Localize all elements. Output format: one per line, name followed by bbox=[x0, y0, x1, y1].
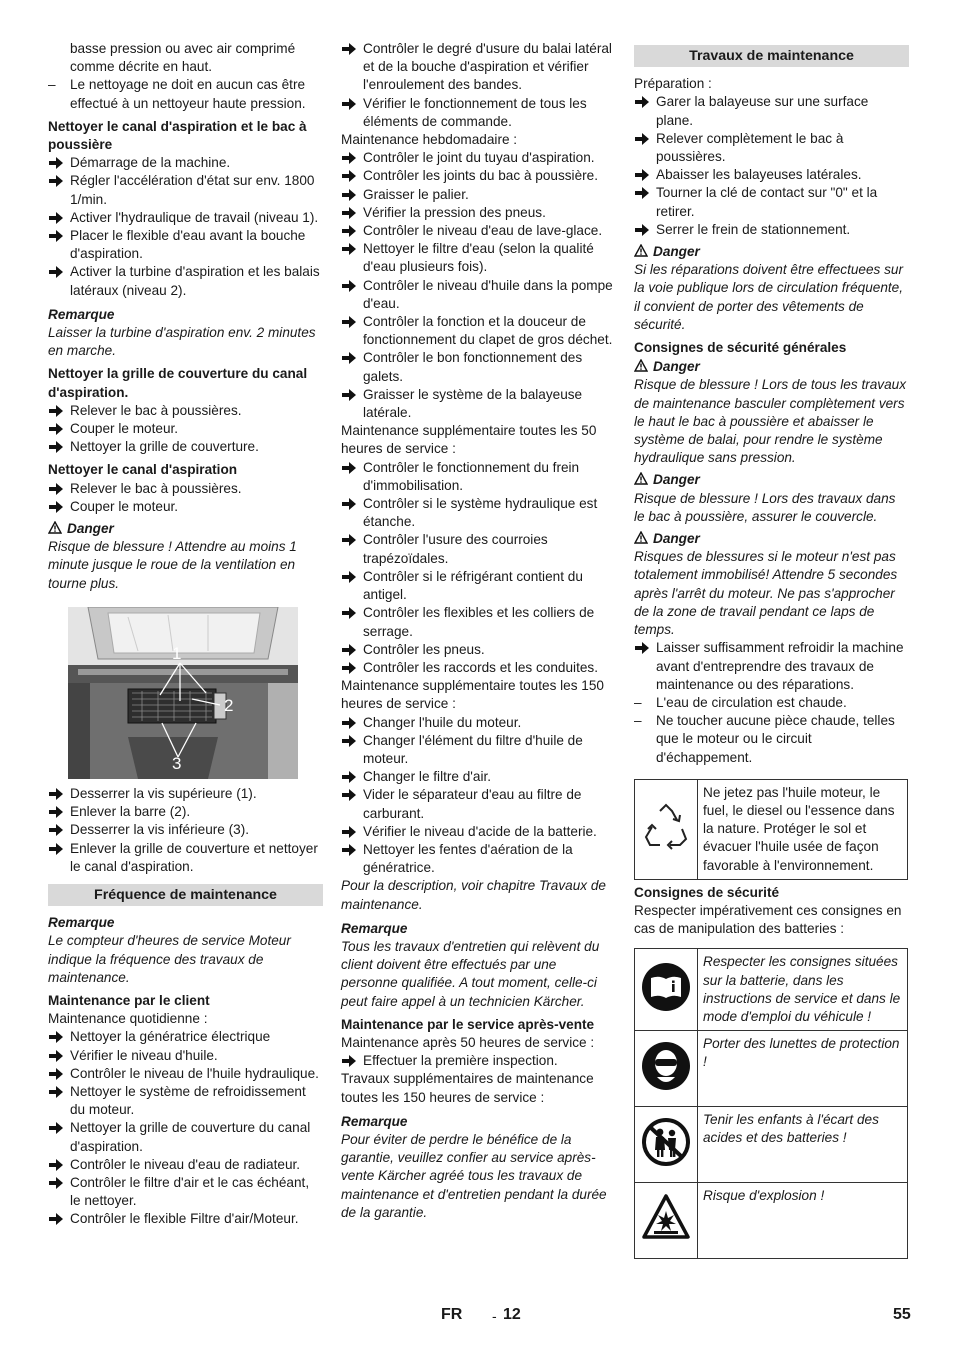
heading-safety: Consignes de sécurité bbox=[634, 884, 780, 900]
heading-sav: Maintenance par le service après-vente bbox=[341, 1016, 595, 1032]
arrow-icon bbox=[341, 570, 357, 584]
arrow-icon bbox=[48, 1049, 64, 1063]
arrow-icon bbox=[341, 224, 357, 238]
arrow-icon bbox=[634, 223, 650, 237]
step-item: Contrôler le niveau d'eau de radiateur. bbox=[48, 1156, 323, 1174]
machine-photo bbox=[68, 607, 298, 779]
battery-text: Porter des lunettes de protection ! bbox=[698, 1031, 908, 1107]
remark-text: Tous les travaux d'entretien qui relèvent du client doivent être effectués par une personne qualifiée. A tout moment, celle-ci peut faire appel à un technicien Kärcher. bbox=[341, 938, 600, 1009]
step-item: Contrôler la fonction et la douceur de fonctionnement du clapet de gros déchet. bbox=[341, 313, 616, 349]
arrow-icon bbox=[48, 842, 64, 856]
step-item: Contrôler les flexibles et les colliers de serrage. bbox=[341, 604, 616, 640]
step-item: Graisser le palier. bbox=[341, 186, 616, 204]
step-item: Vérifier le niveau d'huile. bbox=[48, 1047, 323, 1065]
arrow-icon bbox=[634, 132, 650, 146]
steps-daily-cont bbox=[341, 40, 616, 131]
no-children-icon bbox=[641, 1117, 691, 1167]
label-works-150h: Travaux supplémentaires de maintenance toutes les 150 heures de service : bbox=[341, 1071, 594, 1105]
steps-daily bbox=[48, 1028, 323, 1228]
arrow-icon bbox=[341, 461, 357, 475]
arrow-icon bbox=[48, 1121, 64, 1135]
battery-text: Risque d'explosion ! bbox=[698, 1183, 908, 1259]
step-item: Contrôler l'usure des courroies trapézoïdales. bbox=[341, 531, 616, 567]
arrow-icon bbox=[48, 482, 64, 496]
label-after-50h: Maintenance après 50 heures de service : bbox=[341, 1034, 595, 1050]
battery-icon-cell bbox=[635, 1107, 698, 1183]
step-item: Vérifier la pression des pneus. bbox=[341, 204, 616, 222]
battery-icon-cell bbox=[635, 1183, 698, 1259]
arrow-icon bbox=[341, 42, 357, 56]
arrow-icon bbox=[48, 440, 64, 454]
step-item: Garer la balayeuse sur une surface plane. bbox=[634, 93, 909, 129]
arrow-icon bbox=[341, 97, 357, 111]
danger-text: Si les réparations doivent être effectuees sur la voie publique lors de circulation fréquente, il convient de porter des vêtements de sécurité. bbox=[634, 262, 904, 332]
step-item: Placer le flexible d'eau avant la bouche d'aspiration. bbox=[48, 227, 323, 263]
step-item: Nettoyer la grille de couverture du canal d'aspiration. bbox=[48, 1119, 323, 1155]
step-item: Contrôler le joint du tuyau d'aspiration. bbox=[341, 149, 616, 167]
battery-text: Tenir les enfants à l'écart des acides et des batteries ! bbox=[698, 1107, 908, 1183]
danger-text: Risque de blessure ! Lors de tous les travaux de maintenance basculer complètement vers le haut le bac à poussière et abaisser le système de balai, pour rendre le système hydraulique sans pression. bbox=[634, 377, 907, 466]
arrow-icon bbox=[48, 1212, 64, 1226]
step-item: Serrer le frein de stationnement. bbox=[634, 221, 909, 239]
danger-text: Risque de blessure ! Lors des travaux dans le bac à poussière, assurer le couvercle. bbox=[634, 490, 896, 524]
environment-table bbox=[634, 779, 908, 880]
arrow-icon bbox=[48, 1176, 64, 1190]
footer-page-local: 12 bbox=[503, 1306, 521, 1323]
step-item: Démarrage de la machine. bbox=[48, 154, 323, 172]
footer-separator: - bbox=[492, 1308, 497, 1324]
step-item: Contrôler le degré d'usure du balai latéral et de la bouche d'aspiration et vérifier l'enroulement des bandes. bbox=[341, 40, 616, 95]
footer-page-number: 55 bbox=[893, 1306, 911, 1323]
callout-1: 1 bbox=[172, 643, 182, 663]
step-item: Couper le moteur. bbox=[48, 420, 323, 438]
arrow-icon bbox=[341, 1054, 357, 1068]
step-item: Couper le moteur. bbox=[48, 498, 323, 516]
arrow-icon bbox=[48, 1158, 64, 1172]
step-item: Abaisser les balayeuses latérales. bbox=[634, 166, 909, 184]
arrow-icon bbox=[341, 315, 357, 329]
arrow-icon bbox=[341, 770, 357, 784]
section-bar-travaux: Travaux de maintenance bbox=[634, 45, 909, 67]
step-item: Nettoyer la génératrice électrique bbox=[48, 1028, 323, 1046]
steps-canal bbox=[48, 480, 323, 516]
danger-label: Danger bbox=[634, 471, 909, 489]
remark-text: Le compteur d'heures de service Moteur indique la fréquence des travaux de maintenance. bbox=[48, 933, 291, 985]
remark-text: Pour éviter de perdre le bénéfice de la garantie, veuillez confier au service après-vente Kärcher agréé tous les travaux de maintenance et d'entretien pendant la durée de la garantie. bbox=[341, 1131, 607, 1220]
warning-icon bbox=[634, 472, 648, 485]
label-150h: Maintenance supplémentaire toutes les 150 heures de service : bbox=[341, 678, 604, 712]
battery-icon-cell bbox=[635, 949, 698, 1031]
steps-50h bbox=[341, 459, 616, 677]
step-item: Contrôler si le système hydraulique est étanche. bbox=[341, 495, 616, 531]
heading-canal-bac: Nettoyer le canal d'aspiration et le bac à poussière bbox=[48, 118, 307, 153]
step-item: Changer l'élément du filtre d'huile de moteur. bbox=[341, 732, 616, 768]
goggles-icon bbox=[641, 1041, 691, 1091]
step-item: Contrôler le niveau d'eau de lave-glace. bbox=[341, 222, 616, 240]
step-item: Enlever la barre (2). bbox=[48, 803, 323, 821]
explosion-icon bbox=[641, 1193, 691, 1243]
step-item: Contrôler les pneus. bbox=[341, 641, 616, 659]
arrow-icon bbox=[48, 422, 64, 436]
arrow-icon bbox=[341, 242, 357, 256]
arrow-icon bbox=[48, 823, 64, 837]
battery-table bbox=[634, 948, 908, 1259]
step-item: Relever complètement le bac à poussières. bbox=[634, 130, 909, 166]
warning-icon bbox=[634, 244, 648, 257]
arrow-icon bbox=[48, 805, 64, 819]
step-item: Nettoyer la grille de couverture. bbox=[48, 438, 323, 456]
arrow-icon bbox=[341, 661, 357, 675]
arrow-icon bbox=[634, 641, 650, 655]
arrow-icon bbox=[341, 351, 357, 365]
steps-grille bbox=[48, 402, 323, 457]
arrow-icon bbox=[48, 1085, 64, 1099]
step-item: Graisser le système de la balayeuse latérale. bbox=[341, 386, 616, 422]
danger-label: Danger bbox=[48, 520, 323, 538]
arrow-icon bbox=[341, 497, 357, 511]
heading-grille: Nettoyer la grille de couverture du canal d'aspiration. bbox=[48, 366, 308, 400]
weekly-label: Maintenance hebdomadaire : bbox=[341, 132, 518, 148]
section-bar-frequence: Fréquence de maintenance bbox=[48, 884, 323, 906]
danger-label: Danger bbox=[634, 358, 909, 376]
remark-label: Remarque bbox=[341, 920, 408, 936]
recycle-cell bbox=[635, 779, 698, 879]
step-item: Desserrer la vis supérieure (1). bbox=[48, 785, 323, 803]
preparation-label: Préparation : bbox=[634, 76, 712, 92]
step-item: Contrôler le niveau de l'huile hydraulique. bbox=[48, 1065, 323, 1083]
arrow-icon bbox=[341, 788, 357, 802]
arrow-icon bbox=[341, 151, 357, 165]
step-item: Vider le séparateur d'eau au filtre de carburant. bbox=[341, 786, 616, 822]
steps-canal-bac bbox=[48, 154, 323, 300]
step-item: Desserrer la vis inférieure (3). bbox=[48, 821, 323, 839]
step-item: Relever le bac à poussières. bbox=[48, 480, 323, 498]
step-item: Nettoyer les fentes d'aération de la génératrice. bbox=[341, 841, 616, 877]
danger-label: Danger bbox=[634, 243, 909, 261]
column-left bbox=[48, 40, 323, 1229]
step-item: Tourner la clé de contact sur "0" et la retirer. bbox=[634, 184, 909, 220]
arrow-icon bbox=[341, 716, 357, 730]
arrow-icon bbox=[341, 606, 357, 620]
description-note: Pour la description, voir chapitre Travaux de maintenance. bbox=[341, 878, 606, 912]
heading-canal: Nettoyer le canal d'aspiration bbox=[48, 462, 238, 478]
step-item: Contrôler les raccords et les conduites. bbox=[341, 659, 616, 677]
steps-preparation bbox=[634, 93, 909, 239]
arrow-icon bbox=[48, 500, 64, 514]
arrow-icon bbox=[341, 643, 357, 657]
battery-text: Respecter les consignes situées sur la batterie, dans les instructions de service et dans le mode d'emploi du véhicule ! bbox=[698, 949, 908, 1031]
callout-3: 3 bbox=[172, 753, 182, 773]
step-item: Contrôler le flexible Filtre d'air/Moteur. bbox=[48, 1210, 323, 1228]
steps-figure bbox=[48, 785, 323, 876]
step-item: Nettoyer le système de refroidissement du moteur. bbox=[48, 1083, 323, 1119]
intro-text: basse pression ou avec air comprimé comme décrite en haut. bbox=[70, 41, 296, 75]
grille-figure bbox=[68, 607, 298, 779]
step-item: Changer le filtre d'air. bbox=[341, 768, 616, 786]
remark-label: Remarque bbox=[341, 1113, 408, 1129]
step-item: Activer la turbine d'aspiration et les balais latéraux (niveau 2). bbox=[48, 263, 323, 299]
column-middle bbox=[341, 40, 616, 1222]
step-item: Vérifier le fonctionnement de tous les éléments de commande. bbox=[341, 95, 616, 131]
steps-weekly bbox=[341, 149, 616, 422]
arrow-icon bbox=[48, 1067, 64, 1081]
danger-text: Risques de blessures si le moteur n'est pas totalement immobilisé! Attendre 5 secondes après l'arrêt du moteur. Ne pas s'approcher de la zone de travail pendant ce laps de temps. bbox=[634, 549, 898, 638]
step-item: Enlever la grille de couverture et nettoyer le canal d'aspiration. bbox=[48, 840, 323, 876]
callout-2: 2 bbox=[224, 695, 234, 715]
remark-label: Remarque bbox=[48, 915, 115, 931]
step-item: Contrôler si le réfrigérant contient du antigel. bbox=[341, 568, 616, 604]
step-item: Contrôler le filtre d'air et le cas échéant, le nettoyer. bbox=[48, 1174, 323, 1210]
remark-text: Laisser la turbine d'aspiration env. 2 minutes en marche. bbox=[48, 325, 316, 359]
footer-language: FR bbox=[441, 1306, 463, 1323]
arrow-icon bbox=[341, 533, 357, 547]
daily-label: Maintenance quotidienne : bbox=[48, 1011, 208, 1027]
arrow-icon bbox=[634, 186, 650, 200]
warning-icon bbox=[634, 531, 648, 544]
safety-intro: Respecter impérativement ces consignes en cas de manipulation des batteries : bbox=[634, 902, 902, 937]
step-item: Contrôler le niveau d'huile dans la pompe d'eau. bbox=[341, 277, 616, 313]
heading-client: Maintenance par le client bbox=[48, 992, 210, 1008]
step-first-inspection: Effectuer la première inspection. bbox=[341, 1052, 616, 1070]
label-50h: Maintenance supplémentaire toutes les 50 heures de service : bbox=[341, 423, 597, 457]
step-item: Changer l'huile du moteur. bbox=[341, 714, 616, 732]
remark-label: Remarque bbox=[48, 306, 115, 322]
step-item: Nettoyer le filtre d'eau (selon la qualité d'eau plusieurs fois). bbox=[341, 240, 616, 276]
step-item: Contrôler le fonctionnement du frein d'immobilisation. bbox=[341, 459, 616, 495]
arrow-icon bbox=[48, 156, 64, 170]
column-right bbox=[634, 40, 909, 1259]
step-cool-down: Laisser suffisamment refroidir la machine avant d'entreprendre des travaux de maintenance ou des réparations. bbox=[634, 639, 909, 694]
steps-150h bbox=[341, 714, 616, 878]
arrow-icon bbox=[48, 211, 64, 225]
dash-item: – L'eau de circulation est chaude. bbox=[634, 694, 847, 710]
arrow-icon bbox=[48, 174, 64, 188]
arrow-icon bbox=[341, 188, 357, 202]
recycle-text: Ne jetez pas l'huile moteur, le fuel, le diesel ou l'essence dans la nature. Protéger le sol et évacuer l'huile usée de façon favorable à l'environnement. bbox=[698, 779, 908, 879]
dash-item: – Le nettoyage ne doit en aucun cas être effectué à un nettoyeur haute pression. bbox=[48, 77, 306, 111]
arrow-icon bbox=[48, 1030, 64, 1044]
step-item: Contrôler les joints du bac à poussière. bbox=[341, 167, 616, 185]
manual-icon bbox=[641, 962, 691, 1012]
arrow-icon bbox=[634, 95, 650, 109]
step-item: Activer l'hydraulique de travail (niveau 1). bbox=[48, 209, 323, 227]
arrow-icon bbox=[341, 843, 357, 857]
heading-general-safety: Consignes de sécurité générales bbox=[634, 340, 847, 356]
arrow-icon bbox=[341, 279, 357, 293]
arrow-icon bbox=[341, 169, 357, 183]
arrow-icon bbox=[634, 168, 650, 182]
step-item: Contrôler le bon fonctionnement des galets. bbox=[341, 349, 616, 385]
warning-icon bbox=[48, 521, 62, 534]
dash-item: – Ne toucher aucune pièce chaude, telles que le moteur ou le circuit d'échappement. bbox=[634, 713, 895, 765]
recycle-icon bbox=[640, 801, 692, 853]
arrow-icon bbox=[341, 388, 357, 402]
arrow-icon bbox=[341, 206, 357, 220]
step-item: Relever le bac à poussières. bbox=[48, 402, 323, 420]
arrow-icon bbox=[341, 734, 357, 748]
arrow-icon bbox=[341, 825, 357, 839]
battery-icon-cell bbox=[635, 1031, 698, 1107]
warning-icon bbox=[634, 359, 648, 372]
arrow-icon bbox=[48, 787, 64, 801]
step-item: Vérifier le niveau d'acide de la batterie. bbox=[341, 823, 616, 841]
danger-text: Risque de blessure ! Attendre au moins 1 minute jusque le roue de la ventilation en tourne plus. bbox=[48, 539, 297, 591]
arrow-icon bbox=[48, 265, 64, 279]
step-item: Régler l'accélération d'état sur env. 1800 1/min. bbox=[48, 172, 323, 208]
danger-label: Danger bbox=[634, 530, 909, 548]
arrow-icon bbox=[48, 404, 64, 418]
arrow-icon bbox=[48, 229, 64, 243]
